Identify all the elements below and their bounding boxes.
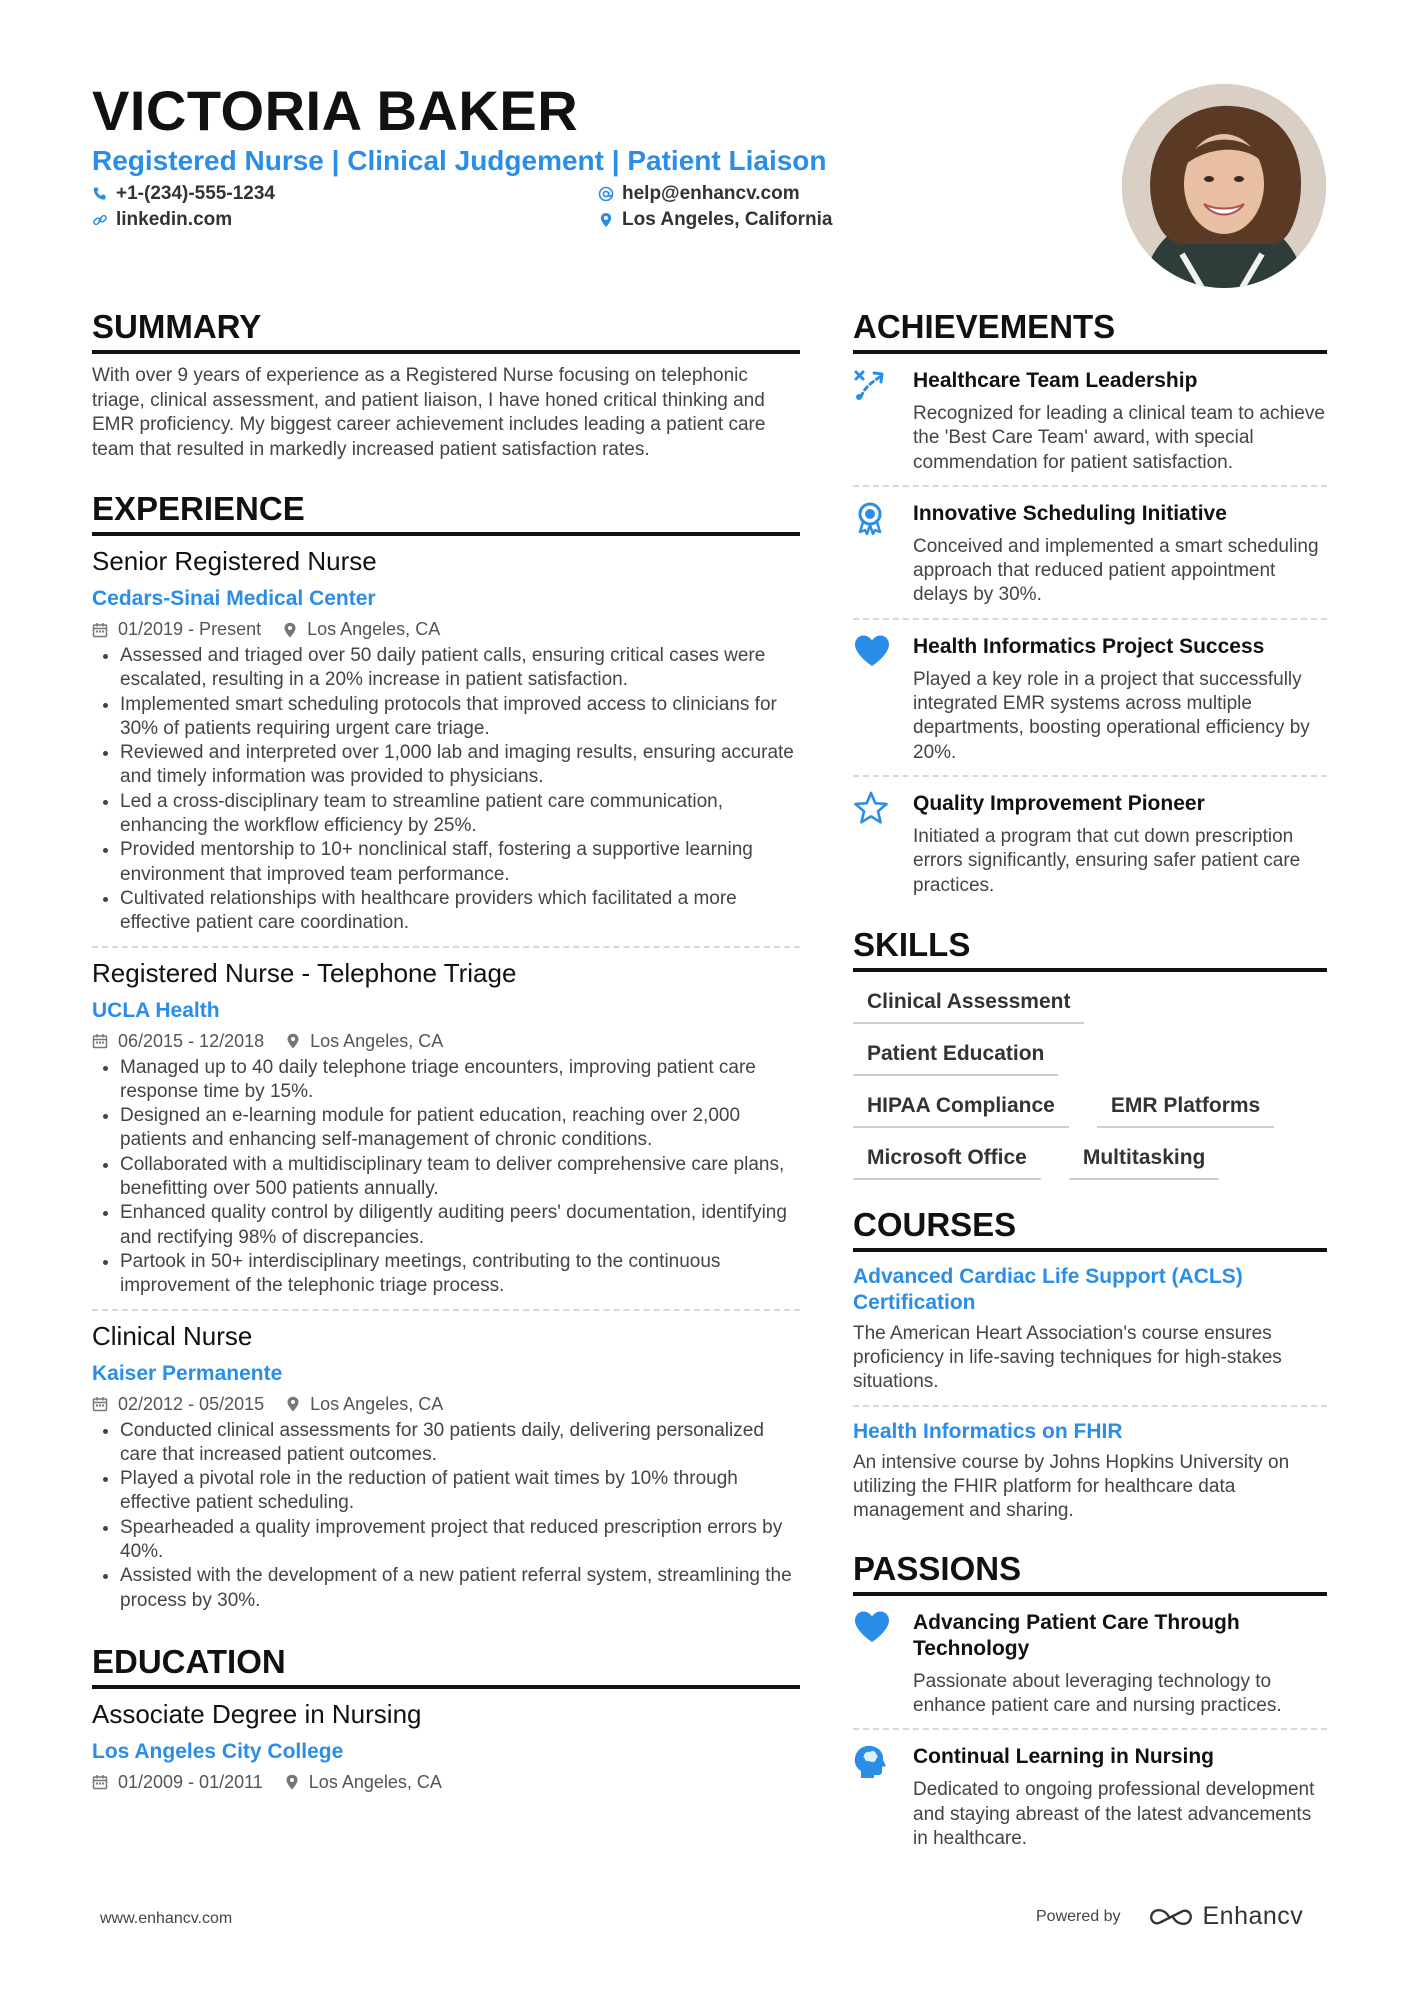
contact-info — [92, 183, 852, 243]
course-item — [853, 1264, 1327, 1407]
achievement-item — [853, 777, 1327, 908]
achievements-title: ACHIEVEMENTS — [853, 308, 1327, 354]
course-title: Advanced Cardiac Life Support (ACLS) Certification — [853, 1264, 1243, 1314]
skills-title: SKILLS — [853, 926, 1327, 972]
course-description: The American Heart Association's course ensures proficiency in life-saving techniques for high-stakes situations. — [853, 1322, 1282, 1393]
job-location: Los Angeles, CA — [283, 619, 440, 640]
skill-tag: Patient Education — [853, 1030, 1058, 1076]
link-icon — [92, 212, 108, 228]
list-item: • Collaborated with a multidisciplinary team to deliver comprehensive care plans, benefitting over 500 patients annually. — [120, 1153, 800, 1202]
job-organization: UCLA Health — [92, 998, 220, 1022]
candidate-name: VICTORIA BAKER — [92, 79, 579, 142]
achievement-title: Innovative Scheduling Initiative — [913, 501, 1227, 525]
job-role: Registered Nurse - Telephone Triage — [92, 957, 517, 988]
location-text: Los Angeles, California — [622, 209, 833, 230]
experience-item — [92, 546, 800, 948]
phone-text: +1-(234)-555-1234 — [116, 183, 275, 204]
education-title: EDUCATION — [92, 1643, 800, 1689]
summary-section — [92, 308, 800, 462]
skills-list — [853, 978, 1327, 1186]
skill-tag: EMR Platforms — [1097, 1082, 1274, 1128]
job-meta — [92, 1031, 800, 1052]
job-meta — [92, 619, 800, 640]
calendar-icon — [92, 1774, 108, 1790]
achievement-item — [853, 354, 1327, 487]
summary-title: SUMMARY — [92, 308, 800, 354]
location-pin-icon — [286, 1033, 300, 1049]
location-pin-icon — [598, 212, 614, 228]
job-bullets — [92, 1419, 800, 1613]
list-item: • Led a cross-disciplinary team to streamline patient care communication, enhancing the workflow efficiency by 25%. — [120, 790, 800, 839]
list-item: • Managed up to 40 daily telephone triage encounters, improving patient care response time by 15%. — [120, 1056, 800, 1105]
skill-tag: Clinical Assessment — [853, 978, 1084, 1024]
passion-title: Continual Learning in Nursing — [913, 1745, 1214, 1769]
strategy-icon — [853, 368, 913, 475]
achievement-description: Initiated a program that cut down prescription errors significantly, ensuring safer patient care practices. — [913, 825, 1301, 896]
school: Los Angeles City College — [92, 1739, 344, 1763]
course-title: Health Informatics on FHIR — [853, 1419, 1123, 1443]
job-dates: 06/2015 - 12/2018 — [92, 1031, 264, 1052]
footer-branding[interactable] — [1036, 1902, 1303, 1931]
award-ribbon-icon — [853, 501, 913, 608]
job-organization: Cedars-Sinai Medical Center — [92, 587, 376, 610]
course-description: An intensive course by Johns Hopkins University on utilizing the FHIR platform for healthcare data management and sharing. — [853, 1451, 1290, 1522]
achievement-title: Healthcare Team Leadership — [913, 369, 1198, 392]
phone-icon — [92, 186, 108, 202]
job-organization: Kaiser Permanente — [92, 1361, 283, 1385]
list-item: • Assisted with the development of a new patient referral system, streamlining the process by 30%. — [120, 1564, 800, 1613]
course-item — [853, 1419, 1327, 1524]
skill-tag: Multitasking — [1069, 1134, 1220, 1180]
skills-section — [853, 926, 1327, 1186]
list-item: • Partook in 50+ interdisciplinary meetings, contributing to the continuous improvement of the telephonic triage process. — [120, 1250, 800, 1299]
location-pin-icon — [283, 622, 297, 638]
job-bullets — [92, 644, 800, 936]
courses-title: COURSES — [853, 1206, 1327, 1252]
star-icon — [853, 791, 913, 898]
heart-icon — [853, 1610, 913, 1719]
location-pin-icon — [285, 1774, 299, 1790]
list-item: • Played a pivotal role in the reduction of patient wait times by 10% through effective patient scheduling. — [120, 1467, 800, 1516]
passions-section — [853, 1550, 1327, 1861]
divider — [92, 1309, 800, 1311]
job-dates: 02/2012 - 05/2015 — [92, 1394, 264, 1415]
contact-location — [598, 209, 832, 231]
job-role: Senior Registered Nurse — [92, 546, 377, 576]
passion-description: Passionate about leveraging technology to enhance patient care and nursing practices. — [913, 1670, 1282, 1716]
skill-tag: HIPAA Compliance — [853, 1082, 1069, 1128]
experience-item — [92, 1321, 800, 1613]
experience-section — [92, 490, 800, 1613]
list-item: • Reviewed and interpreted over 1,000 lab and imaging results, ensuring accurate and timely information was provided to physicians. — [120, 741, 800, 790]
passions-title: PASSIONS — [853, 1550, 1327, 1596]
job-role: Clinical Nurse — [92, 1320, 253, 1351]
education-dates: 01/2009 - 01/2011 — [92, 1772, 263, 1793]
list-item: • Provided mentorship to 10+ nonclinical staff, fostering a supportive learning environment that improved team performance. — [120, 838, 800, 887]
achievement-description: Recognized for leading a clinical team to achieve the 'Best Care Team' award, with special commendation for patient satisfaction. — [913, 403, 1325, 473]
achievement-description: Played a key role in a project that successfully integrated EMR systems across multiple departments, boosting operational efficiency by 20%. — [913, 668, 1310, 763]
list-item: • Designed an e-learning module for patient education, reaching over 2,000 patients and enhancing self-management of chronic conditions. — [120, 1104, 800, 1153]
list-item: • Implemented smart scheduling protocols that improved access to clinicians for 30% of patients requiring urgent care triage. — [120, 693, 800, 742]
summary-text: With over 9 years of experience as a Registered Nurse focusing on telephonic triage, clinical assessment, and patient liaison, I have honed critical thinking and EMR proficiency. My biggest career achievement includes leading a patient care team that resulted in markedly increased patient satisfaction rates. — [92, 365, 766, 460]
experience-item — [92, 958, 800, 1311]
contact-email[interactable] — [598, 183, 800, 205]
enhancv-logo-icon — [1147, 1905, 1195, 1929]
list-item: • Enhanced quality control by diligently auditing peers' documentation, identifying and rectifying 98% of discrepancies. — [120, 1201, 800, 1250]
courses-section — [853, 1206, 1327, 1524]
achievement-title: Health Informatics Project Success — [913, 634, 1265, 658]
calendar-icon — [92, 1033, 108, 1049]
passion-title: Advancing Patient Care Through Technology — [913, 1610, 1240, 1660]
list-item: • Spearheaded a quality improvement project that reduced prescription errors by 40%. — [120, 1516, 800, 1565]
heart-icon — [853, 634, 913, 765]
calendar-icon — [92, 1396, 108, 1412]
contact-linkedin[interactable] — [92, 209, 232, 231]
skill-tag: Microsoft Office — [853, 1134, 1041, 1180]
divider — [92, 946, 800, 948]
profile-photo — [1122, 84, 1326, 288]
education-location: Los Angeles, CA — [285, 1772, 442, 1793]
list-item: • Cultivated relationships with healthcare providers which facilitated a more effective patient care coordination. — [120, 887, 800, 936]
passion-item — [853, 1730, 1327, 1861]
footer-website[interactable]: www.enhancv.com — [100, 1910, 233, 1927]
right-column — [853, 308, 1327, 1861]
passion-description: Dedicated to ongoing professional development and staying abreast of the latest advancements in healthcare. — [913, 1779, 1315, 1849]
head-brain-icon — [853, 1744, 913, 1851]
location-pin-icon — [286, 1396, 300, 1412]
left-column — [92, 308, 800, 1793]
powered-by-text: Powered by — [1036, 1907, 1121, 1925]
education-meta — [92, 1772, 800, 1793]
job-bullets — [92, 1056, 800, 1299]
job-dates: 01/2019 - Present — [92, 619, 261, 640]
list-item: • Conducted clinical assessments for 30 patients daily, delivering personalized care that increased patient outcomes. — [120, 1419, 800, 1468]
job-location: Los Angeles, CA — [286, 1031, 443, 1052]
achievements-section — [853, 308, 1327, 908]
job-meta — [92, 1394, 800, 1415]
job-location: Los Angeles, CA — [286, 1394, 443, 1415]
passion-item — [853, 1596, 1327, 1731]
contact-phone[interactable] — [92, 183, 275, 205]
education-section — [92, 1643, 800, 1793]
list-item: • Assessed and triaged over 50 daily patient calls, ensuring critical cases were escalated, resulting in a 20% increase in patient satisfaction. — [120, 644, 800, 693]
achievement-item — [853, 487, 1327, 620]
linkedin-text: linkedin.com — [116, 209, 233, 230]
achievement-description: Conceived and implemented a smart scheduling approach that reduced patient appointment delays by 30%. — [913, 535, 1319, 606]
divider — [853, 1405, 1327, 1407]
at-icon — [598, 186, 614, 202]
headline: Registered Nurse | Clinical Judgement | Patient Liaison — [92, 145, 827, 176]
degree: Associate Degree in Nursing — [92, 1698, 422, 1729]
achievement-title: Quality Improvement Pioneer — [913, 791, 1205, 815]
achievement-item — [853, 620, 1327, 777]
calendar-icon — [92, 622, 108, 638]
experience-title: EXPERIENCE — [92, 490, 800, 536]
brand-name: Enhancv — [1202, 1902, 1304, 1930]
email-text: help@enhancv.com — [622, 183, 800, 204]
